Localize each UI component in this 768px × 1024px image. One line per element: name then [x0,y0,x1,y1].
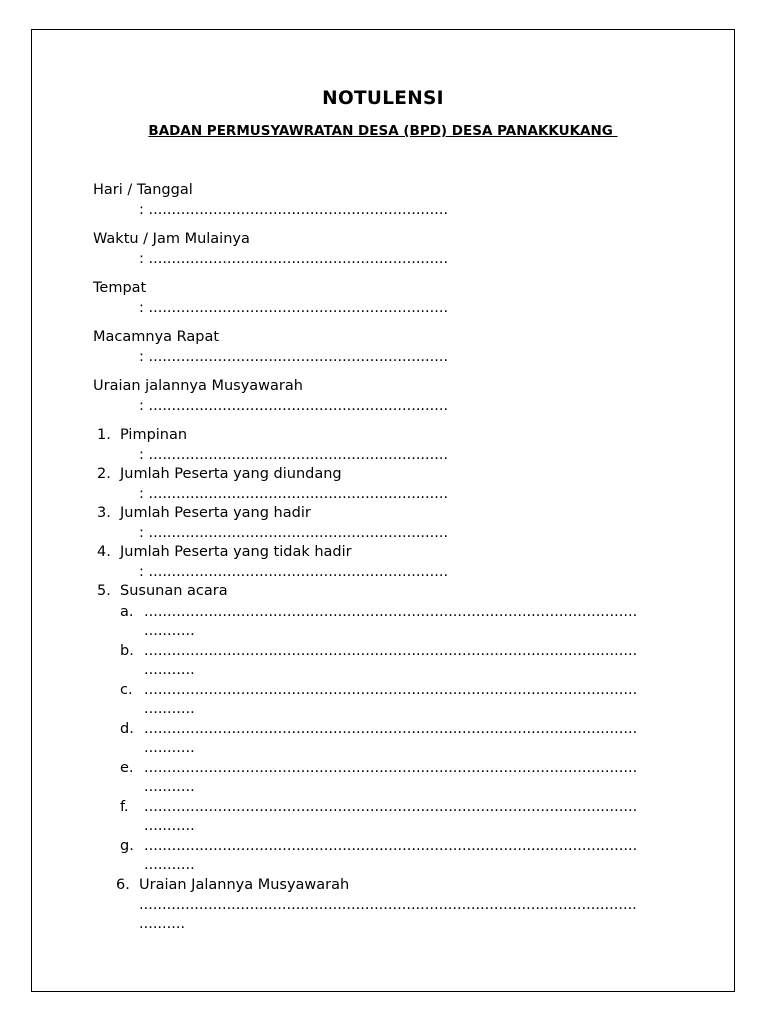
agenda-line: ........... [144,779,195,795]
field-label-waktu: Waktu / Jam Mulainya [93,231,250,247]
agenda-line: ........... [144,662,195,678]
item-value-peserta-hadir: : ................................................................. [139,525,449,541]
item-number: 2. [97,466,111,482]
item-label-pimpinan: Pimpinan [120,427,188,443]
page-title: NOTULENSI [322,88,444,109]
item6-line: ............................................................................................................ [139,897,637,913]
agenda-line: ........................................................................................................... [144,682,638,698]
page-subtitle: BADAN PERMUSYAWRATAN DESA (BPD) DESA PANAKKUKANG [148,123,618,139]
agenda-letter: d. [120,721,134,737]
field-label-hari-tanggal: Hari / Tanggal [93,182,193,198]
item-label-peserta-tidak-hadir: Jumlah Peserta yang tidak hadir [120,544,352,560]
agenda-letter: a. [120,604,134,620]
agenda-line: ........................................................................................................... [144,604,638,620]
field-label-tempat: Tempat [93,280,147,296]
field-value-hari-tanggal: : ................................................................. [139,202,449,218]
agenda-line: ........................................................................................................... [144,760,638,776]
item-number: 5. [97,583,111,599]
item6-line: .......... [139,916,186,932]
field-value-waktu: : ................................................................. [139,251,449,267]
item-value-peserta-tidak-hadir: : ................................................................. [139,564,449,580]
item-label-peserta-diundang: Jumlah Peserta yang diundang [120,466,342,482]
item-number: 6. [116,877,130,893]
agenda-line: ........................................................................................................... [144,721,638,737]
item-label-susunan-acara: Susunan acara [120,583,228,599]
agenda-line: ........... [144,857,195,873]
agenda-line: ........... [144,818,195,834]
agenda-letter: e. [120,760,134,776]
item-value-peserta-diundang: : ................................................................. [139,486,449,502]
item-number: 4. [97,544,111,560]
item-label-uraian-jalannya: Uraian Jalannya Musyawarah [139,877,350,893]
agenda-line: ........... [144,740,195,756]
item-number: 1. [97,427,111,443]
field-label-uraian: Uraian jalannya Musyawarah [93,378,303,394]
agenda-letter: c. [120,682,133,698]
document-page [31,29,735,992]
agenda-line: ........................................................................................................... [144,799,638,815]
item-label-peserta-hadir: Jumlah Peserta yang hadir [120,505,311,521]
agenda-line: ........................................................................................................... [144,838,638,854]
agenda-letter: g. [120,838,134,854]
field-label-macamnya-rapat: Macamnya Rapat [93,329,220,345]
field-value-tempat: : ................................................................. [139,300,449,316]
agenda-letter: f. [120,799,129,815]
agenda-line: ........... [144,623,195,639]
item-value-pimpinan: : ................................................................. [139,447,449,463]
item-number: 3. [97,505,111,521]
agenda-letter: b. [120,643,134,659]
field-value-uraian: : ................................................................. [139,398,449,414]
agenda-line: ........................................................................................................... [144,643,638,659]
field-value-macamnya-rapat: : ................................................................. [139,349,449,365]
agenda-line: ........... [144,701,195,717]
